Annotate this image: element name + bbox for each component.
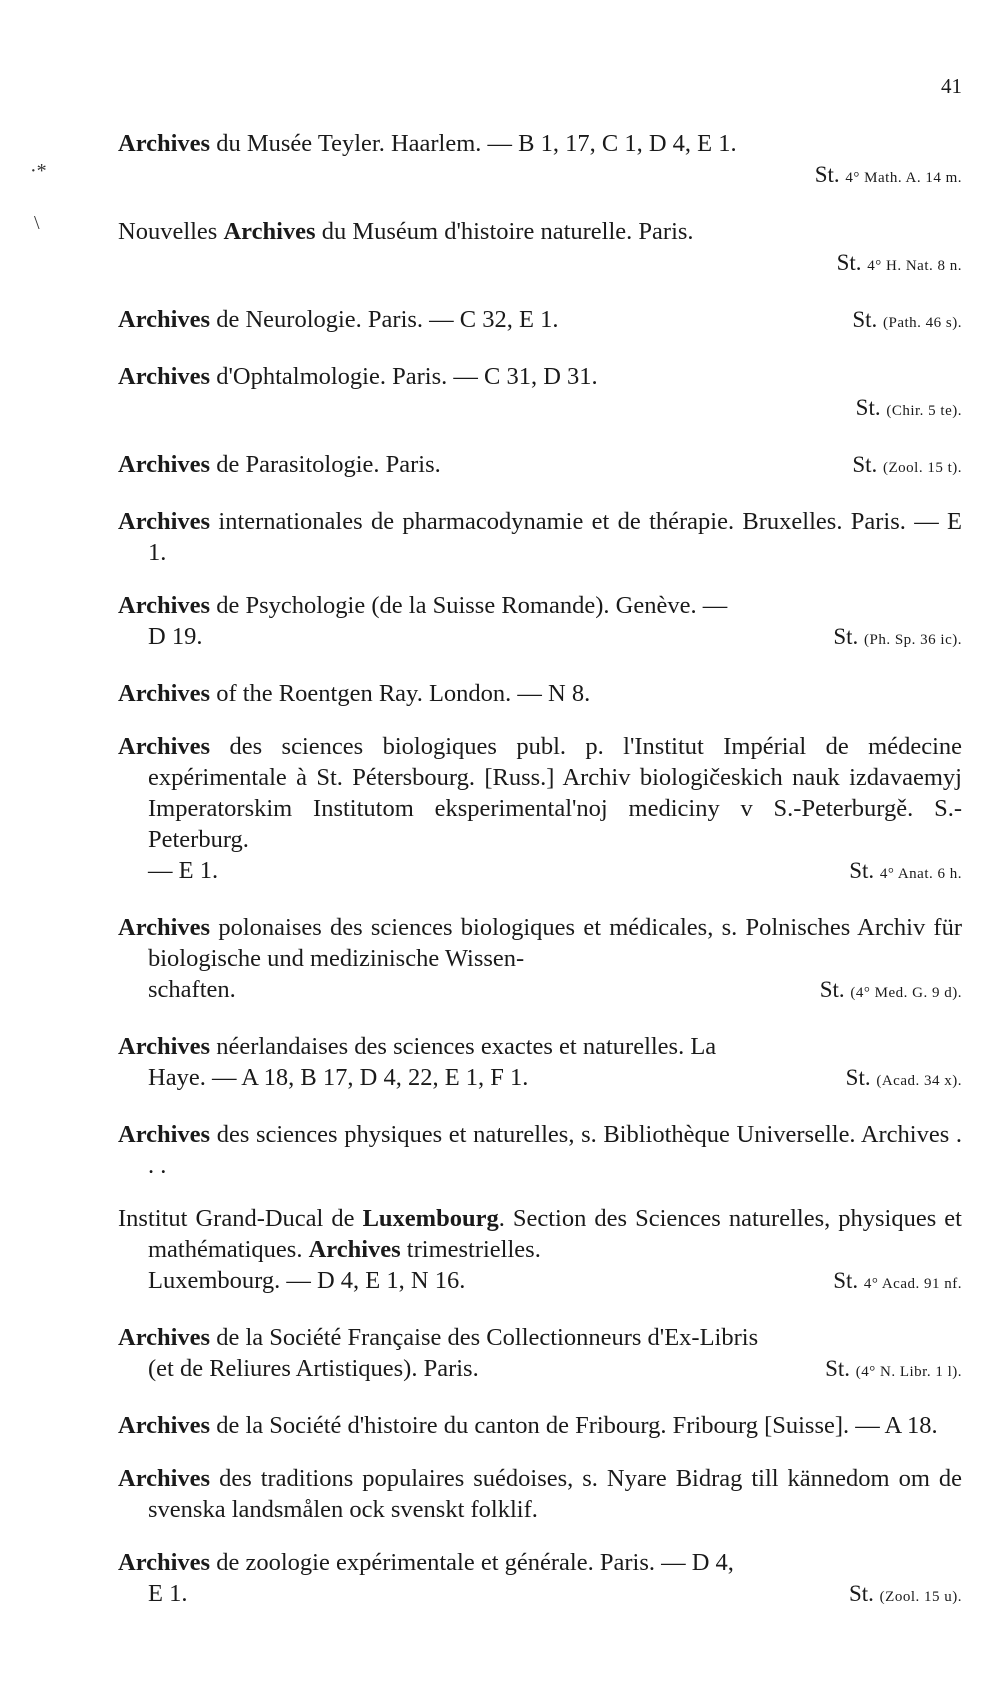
entry-keyword: Archives <box>118 130 211 157</box>
shelf-reference: St. (4° Med. G. 9 d). <box>819 977 962 1002</box>
shelf-reference: St. 4° H. Nat. 8 n. <box>836 250 962 275</box>
entry-keyword: Archives <box>118 1465 211 1492</box>
list-item <box>118 506 962 568</box>
shelf-reference: St. (Zool. 15 u). <box>848 1581 962 1606</box>
list-item: Nouvelles Archives du Muséum d'histoire naturelle. Paris. St. 4° H. Nat. 8 n. <box>118 216 962 282</box>
entry-text: néerlandaises des sciences exactes et naturelles. La <box>210 1033 717 1060</box>
bibliography-entries <box>118 128 962 1635</box>
shelf-reference: St. (Chir. 5 te). <box>855 395 962 420</box>
entry-keyword: Archives <box>118 1412 211 1439</box>
entry-text: de Psychologie (de la Suisse Romande). Genève. — <box>210 592 728 619</box>
list-item <box>118 304 962 339</box>
entry-text: internationales de pharmacodynamie et de thérapie. Bruxelles. Paris. — E 1. <box>148 508 962 566</box>
entry-keyword: Archives <box>118 914 211 941</box>
margin-mark: ·* <box>30 160 47 182</box>
entry-keyword: Archives <box>118 451 211 478</box>
list-item <box>118 449 962 484</box>
entry-text: des sciences physiques et naturelles, s. Bibliothèque Universelle. Archives . . . <box>148 1121 962 1179</box>
list-item <box>118 678 962 709</box>
shelf-reference: St. 4° Math. A. 14 m. <box>814 162 962 187</box>
list-item <box>118 1119 962 1181</box>
shelf-reference: St. (Path. 46 s). <box>852 307 962 332</box>
entry-text: de Neurologie. Paris. — C 32, E 1. <box>210 306 559 333</box>
entry-text: de la Société d'histoire du canton de Fribourg. Fribourg [Suisse]. — A 18. <box>210 1412 938 1439</box>
entry-keyword: Archives <box>118 733 211 760</box>
shelf-reference: St. (4° N. Libr. 1 l). <box>825 1356 962 1381</box>
entry-keyword: Archives <box>118 1549 211 1576</box>
shelf-reference: St. 4° Acad. 91 nf. <box>833 1268 962 1293</box>
shelf-reference: St. 4° Anat. 6 h. <box>849 858 962 883</box>
entry-keyword: Archives <box>118 680 211 707</box>
entry-keyword: Archives <box>118 1324 211 1351</box>
entry-text: polonaises des sciences biologiques et médicales, s. Polnisches Archiv für biologische und medizinische Wissen- <box>148 914 962 972</box>
entry-keyword: Archives <box>118 306 211 333</box>
list-item: Archives des sciences biologiques publ. p. l'Institut Impérial de médecine expérimentale à St. Pétersbourg. [Russ.] Archiv biologičeskich nauk izdavaemyj Imperatorskim Institutom eksperimental'noj mediciny v S.-Peterburgě. S.-Peterburg. — E 1. St. 4° Anat. 6 h. <box>118 731 962 890</box>
entry-text: du Musée Teyler. Haarlem. — B 1, 17, C 1, D 4, E 1. <box>210 130 737 157</box>
entry-text: de Parasitologie. Paris. <box>210 451 441 478</box>
entry-keyword: Archives <box>118 508 211 535</box>
entry-keyword: Archives <box>118 363 211 390</box>
list-item: Archives néerlandaises des sciences exactes et naturelles. La Haye. — A 18, B 17, D 4, 22, E 1, F 1. St. (Acad. 34 x). <box>118 1031 962 1097</box>
entry-text: of the Roentgen Ray. London. — N 8. <box>210 680 591 707</box>
list-item: Archives de la Société Française des Collectionneurs d'Ex-Libris (et de Reliures Artistiques). Paris. St. (4° N. Libr. 1 l). <box>118 1322 962 1388</box>
list-item <box>118 361 962 427</box>
entry-keyword: Luxembourg <box>362 1205 499 1232</box>
list-item <box>118 1410 962 1441</box>
margin-mark: \ <box>34 212 40 234</box>
entry-text: du Muséum d'histoire naturelle. Paris. <box>315 218 694 245</box>
shelf-reference: St. (Ph. Sp. 36 ic). <box>833 624 962 649</box>
entry-keyword: Archives <box>223 218 316 245</box>
list-item: Archives polonaises des sciences biologiques et médicales, s. Polnisches Archiv für biologische und medizinische Wissen- schaften. St. (4° Med. G. 9 d). <box>118 912 962 1009</box>
shelf-reference: St. (Zool. 15 t). <box>852 452 962 477</box>
list-item: Archives de Psychologie (de la Suisse Romande). Genève. — D 19. St. (Ph. Sp. 36 ic). <box>118 590 962 656</box>
entry-keyword: Archives <box>308 1236 401 1263</box>
page-number: 41 <box>941 74 962 98</box>
list-item: Institut Grand-Ducal de Luxembourg. Section des Sciences naturelles, physiques et mathématiques. Archives trimestrielles. Luxembourg. — D 4, E 1, N 16. St. 4° Acad. 91 nf. <box>118 1203 962 1300</box>
list-item <box>118 128 962 194</box>
entry-text: . Section des Sciences naturelles, physiques et mathématiques. <box>148 1205 962 1263</box>
entry-text: d'Ophtalmologie. Paris. — C 31, D 31. <box>210 363 598 390</box>
entry-keyword: Archives <box>118 592 211 619</box>
entry-text: de la Société Française des Collectionneurs d'Ex-Libris <box>210 1324 759 1351</box>
entry-text: des sciences biologiques publ. p. l'Institut Impérial de médecine expérimentale à St. Pétersbourg. [Russ.] Archiv biologičeskich nauk izdavaemyj Imperatorskim Institutom eksperimental'noj mediciny v S.-Peterburgě. S.-Peterburg. <box>148 733 962 853</box>
entry-text: de zoologie expérimentale et générale. Paris. — D 4, <box>210 1549 734 1576</box>
shelf-reference: St. (Acad. 34 x). <box>845 1065 962 1090</box>
list-item <box>118 1463 962 1525</box>
entry-text: des traditions populaires suédoises, s. Nyare Bidrag till kännedom om de svenska landsmålen ock svenskt folklif. <box>148 1465 962 1523</box>
list-item: Archives de zoologie expérimentale et générale. Paris. — D 4, E 1. St. (Zool. 15 u). <box>118 1547 962 1613</box>
entry-keyword: Archives <box>118 1121 211 1148</box>
entry-keyword: Archives <box>118 1033 211 1060</box>
